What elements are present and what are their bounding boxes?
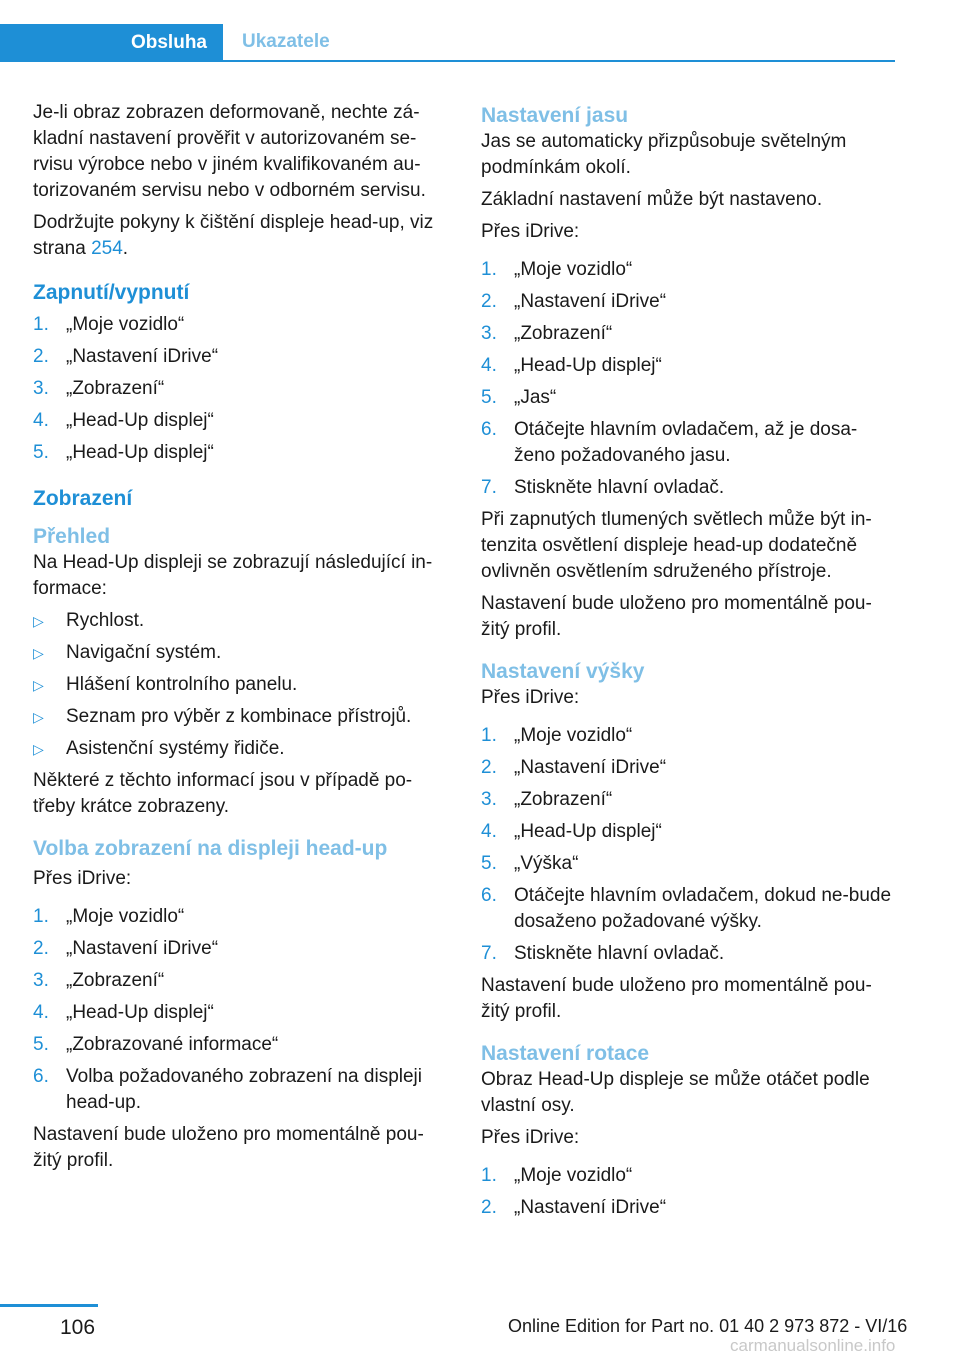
step-item [481, 723, 895, 749]
rotation-text: Obraz Head-Up displeje se může otáčet podle vlastní osy. [481, 1069, 870, 1116]
bullet-item [33, 672, 445, 698]
brightness-steps [481, 257, 895, 501]
step-item [481, 321, 895, 347]
bullet-item [33, 640, 445, 666]
step-item [481, 257, 895, 283]
header-rule [223, 60, 895, 62]
step-number: 4. [33, 410, 49, 431]
tab-obsluha[interactable]: Obsluha [0, 24, 223, 62]
overview-items [33, 608, 445, 762]
item-text: Rychlost. [66, 610, 145, 631]
step-item [481, 475, 895, 501]
step-item [481, 819, 895, 845]
step-number: 4. [33, 1002, 49, 1023]
overview-text: Na Head-Up displeji se zobrazují následující in-formace: [33, 552, 433, 599]
item-text: „Jas“ [514, 387, 557, 408]
step-number: 5. [481, 853, 497, 874]
step-number: 3. [33, 970, 49, 991]
left-column [33, 100, 445, 1180]
select-steps [33, 904, 445, 1116]
step-number: 6. [481, 419, 497, 440]
step-item [481, 755, 895, 781]
item-text: „Moje vozidlo“ [514, 725, 633, 746]
height-via: Přes iDrive: [481, 687, 580, 708]
item-text: „Nastavení iDrive“ [514, 1197, 667, 1218]
item-text: Stiskněte hlavní ovladač. [514, 477, 725, 498]
step-number: 2. [33, 346, 49, 367]
item-text: „Head-Up displej“ [66, 1002, 214, 1023]
overview-note: Některé z těchto informací jsou v případě po-třeby krátce zobrazeny. [33, 770, 413, 817]
item-text: „Zobrazení“ [514, 323, 613, 344]
step-item [481, 1163, 895, 1189]
triangle-bullet-icon: ▷ [33, 741, 44, 757]
select-saved: Nastavení bude uloženo pro momentálně pou-žitý profil. [33, 1124, 424, 1171]
item-text: „Head-Up displej“ [514, 355, 662, 376]
select-heading: Volba zobrazení na displeji head-up [33, 837, 388, 860]
tab-ukazatele[interactable]: Ukazatele [242, 31, 330, 52]
step-item [33, 936, 445, 962]
height-steps [481, 723, 895, 967]
step-number: 2. [481, 1197, 497, 1218]
item-text: „Zobrazení“ [514, 789, 613, 810]
right-column [481, 100, 895, 1227]
step-item [33, 408, 445, 434]
step-item [481, 289, 895, 315]
step-number: 1. [481, 1165, 497, 1186]
item-text: „Zobrazení“ [66, 970, 165, 991]
step-item [33, 376, 445, 402]
item-text: Seznam pro výběr z kombinace přístrojů. [66, 706, 412, 727]
step-number: 1. [481, 725, 497, 746]
item-text: Asistenční systémy řidiče. [66, 738, 285, 759]
step-number: 7. [481, 477, 497, 498]
footer-rule [0, 1304, 98, 1307]
step-item [481, 385, 895, 411]
step-number: 5. [33, 442, 49, 463]
step-number: 4. [481, 355, 497, 376]
brightness-default: Základní nastavení může být nastaveno. [481, 189, 823, 210]
item-text: Otáčejte hlavním ovladačem, až je dosa-ženo požadovaného jasu. [514, 419, 858, 466]
display-heading: Zobrazení [33, 487, 133, 510]
triangle-bullet-icon: ▷ [33, 613, 44, 629]
item-text: „Zobrazení“ [66, 378, 165, 399]
item-text: Hlášení kontrolního panelu. [66, 674, 298, 695]
brightness-via: Přes iDrive: [481, 221, 580, 242]
brightness-saved: Nastavení bude uloženo pro momentálně pou-žitý profil. [481, 593, 872, 640]
step-number: 1. [33, 314, 49, 335]
item-text: „Výška“ [514, 853, 579, 874]
step-number: 2. [481, 757, 497, 778]
item-text: „Nastavení iDrive“ [514, 291, 667, 312]
item-text: „Moje vozidlo“ [514, 259, 633, 280]
overview-heading: Přehled [33, 525, 111, 548]
step-number: 5. [481, 387, 497, 408]
intro-paragraph: Je-li obraz zobrazen deformovaně, nechte zá-kladní nastavení prověřit v autorizovaném se-rvisu výrobce nebo v jiném kvalifikovaném au-torizovaném servisu nebo v odborném servisu. [33, 102, 426, 201]
step-number: 2. [481, 291, 497, 312]
item-text: „Nastavení iDrive“ [514, 757, 667, 778]
item-text: Otáčejte hlavním ovladačem, dokud ne-bude dosaženo požadované výšky. [514, 885, 892, 932]
bullet-item [33, 608, 445, 634]
onoff-steps [33, 312, 445, 466]
step-item [481, 851, 895, 877]
step-item [33, 904, 445, 930]
triangle-bullet-icon: ▷ [33, 645, 44, 661]
step-item [33, 312, 445, 338]
item-text: „Head-Up displej“ [66, 410, 214, 431]
page-link-254[interactable]: 254 [91, 238, 123, 259]
step-number: 3. [481, 323, 497, 344]
header-bar [0, 24, 895, 62]
brightness-note: Při zapnutých tlumených světlech může být in-tenzita osvětlení displeje head-up dodatečně ovlivněn osvětlením sdruženého přístroje. [481, 509, 872, 582]
item-text: „Zobrazované informace“ [66, 1034, 279, 1055]
step-item [33, 440, 445, 466]
step-number: 7. [481, 943, 497, 964]
triangle-bullet-icon: ▷ [33, 709, 44, 725]
height-saved: Nastavení bude uloženo pro momentálně pou-žitý profil. [481, 975, 872, 1022]
step-number: 3. [33, 378, 49, 399]
step-item [481, 417, 895, 469]
item-text: „Head-Up displej“ [66, 442, 214, 463]
step-item [481, 941, 895, 967]
bullet-item [33, 736, 445, 762]
step-item [33, 1064, 445, 1116]
step-number: 1. [33, 906, 49, 927]
step-number: 1. [481, 259, 497, 280]
onoff-heading: Zapnutí/vypnutí [33, 281, 190, 304]
step-item [33, 968, 445, 994]
item-text: „Moje vozidlo“ [66, 906, 185, 927]
rotation-steps [481, 1163, 895, 1221]
step-item [481, 883, 895, 935]
height-heading: Nastavení výšky [481, 660, 645, 683]
step-number: 6. [481, 885, 497, 906]
step-item [33, 344, 445, 370]
bullet-item [33, 704, 445, 730]
item-text: „Moje vozidlo“ [66, 314, 185, 335]
step-item [481, 1195, 895, 1221]
step-item [481, 353, 895, 379]
step-number: 2. [33, 938, 49, 959]
brightness-heading: Nastavení jasu [481, 104, 629, 127]
step-item [33, 1000, 445, 1026]
step-number: 6. [33, 1066, 49, 1087]
item-text: „Nastavení iDrive“ [66, 938, 219, 959]
item-text: „Head-Up displej“ [514, 821, 662, 842]
brightness-text: Jas se automaticky přizpůsobuje světelným podmínkám okolí. [481, 131, 847, 178]
step-number: 3. [481, 789, 497, 810]
rotation-heading: Nastavení rotace [481, 1042, 650, 1065]
step-item [481, 787, 895, 813]
page-number: 106 [60, 1316, 96, 1339]
step-number: 5. [33, 1034, 49, 1055]
step-item [33, 1032, 445, 1058]
item-text: Navigační systém. [66, 642, 222, 663]
rotation-via: Přes iDrive: [481, 1127, 580, 1148]
select-via: Přes iDrive: [33, 868, 132, 889]
step-number: 4. [481, 821, 497, 842]
edition-note: Online Edition for Part no. 01 40 2 973 872 - VI/16 [508, 1316, 908, 1336]
watermark: carmanualsonline.info [730, 1336, 896, 1355]
triangle-bullet-icon: ▷ [33, 677, 44, 693]
item-text: „Moje vozidlo“ [514, 1165, 633, 1186]
item-text: „Nastavení iDrive“ [66, 346, 219, 367]
item-text: Stiskněte hlavní ovladač. [514, 943, 725, 964]
cleaning-reference: Dodržujte pokyny k čištění displeje head-up, viz strana 254. [33, 212, 434, 259]
item-text: Volba požadovaného zobrazení na displeji head-up. [66, 1066, 422, 1113]
